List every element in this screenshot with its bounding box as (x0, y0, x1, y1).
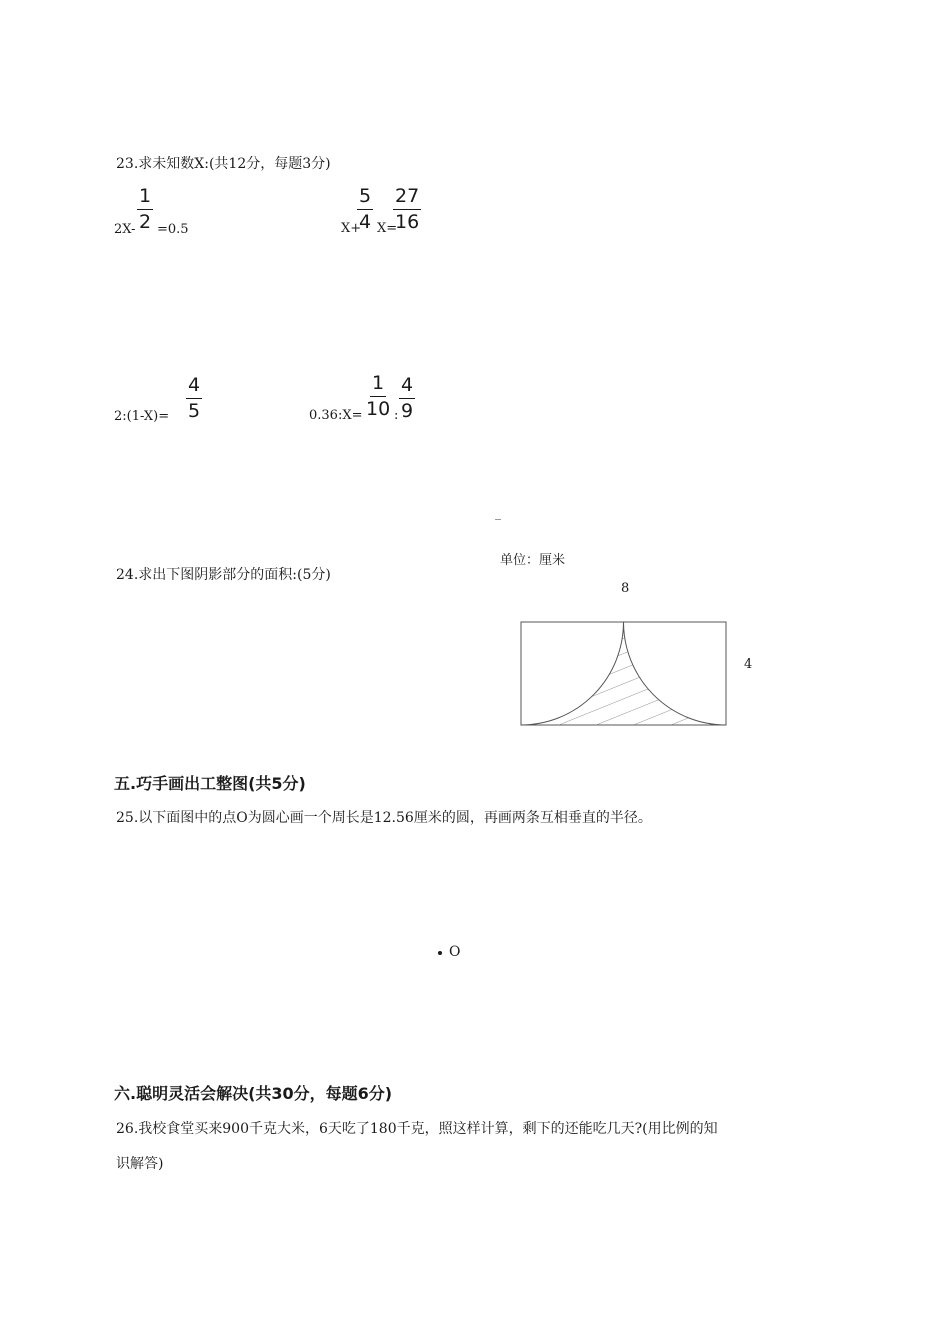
eq1-fraction (137, 185, 153, 233)
section-6-title: 六.聪明灵活会解决(共30分，每题6分) (114, 1084, 393, 1103)
eq1-suffix: =0.5 (157, 222, 189, 237)
width-label: 8 (621, 581, 630, 596)
shaded-region (521, 622, 726, 725)
eq4-fraction-2 (399, 374, 415, 422)
eq2-fraction-1 (357, 185, 373, 233)
eq1-prefix: 2X- (114, 222, 136, 237)
eq4-frac2-numerator: 4 (399, 374, 415, 399)
eq1-denominator: 2 (139, 211, 152, 233)
eq2-mid: X= (377, 221, 398, 236)
eq3-denominator: 5 (188, 400, 201, 422)
shaded-area-figure (519, 620, 729, 730)
eq2-frac2-denominator: 16 (395, 211, 420, 233)
eq4-frac2-denominator: 9 (401, 400, 414, 422)
eq4-frac1-denominator: 10 (366, 398, 391, 420)
q25-text: 25.以下面图中的点O为圆心画一个周长是12.56厘米的圆，再画两条互相垂直的半径。 (116, 810, 652, 826)
eq2-prefix: X+ (341, 221, 362, 236)
stray-mark (495, 519, 501, 520)
eq2-frac2-numerator: 27 (393, 185, 421, 210)
q24-title: 24.求出下图阴影部分的面积:(5分) (116, 567, 331, 583)
height-label: 4 (744, 657, 753, 672)
eq2-frac1-numerator: 5 (357, 185, 373, 210)
eq4-fraction-1 (366, 372, 390, 420)
eq3-numerator: 4 (186, 374, 202, 399)
eq4-frac1-numerator: 1 (370, 372, 386, 397)
q23-title: 23.求未知数X:(共12分，每题3分) (116, 156, 331, 172)
eq1-numerator: 1 (137, 185, 153, 210)
q26-line-1: 26.我校食堂买来900千克大米，6天吃了180千克，照这样计算，剩下的还能吃几天?(用比例的知 (116, 1121, 718, 1137)
eq4-prefix: 0.36:X= (309, 408, 363, 423)
eq3-fraction (186, 374, 202, 422)
center-point-label: O (449, 944, 461, 960)
unit-label: 单位：厘米 (500, 553, 566, 568)
section-5-title: 五.巧手画出工整图(共5分) (114, 774, 306, 793)
center-point-dot (438, 951, 442, 955)
eq2-frac1-denominator: 4 (359, 211, 372, 233)
eq4-mid: : (394, 408, 399, 423)
eq3-prefix: 2:(1-X)= (114, 409, 170, 424)
eq2-fraction-2 (393, 185, 421, 233)
q26-line-2: 识解答) (116, 1156, 164, 1172)
